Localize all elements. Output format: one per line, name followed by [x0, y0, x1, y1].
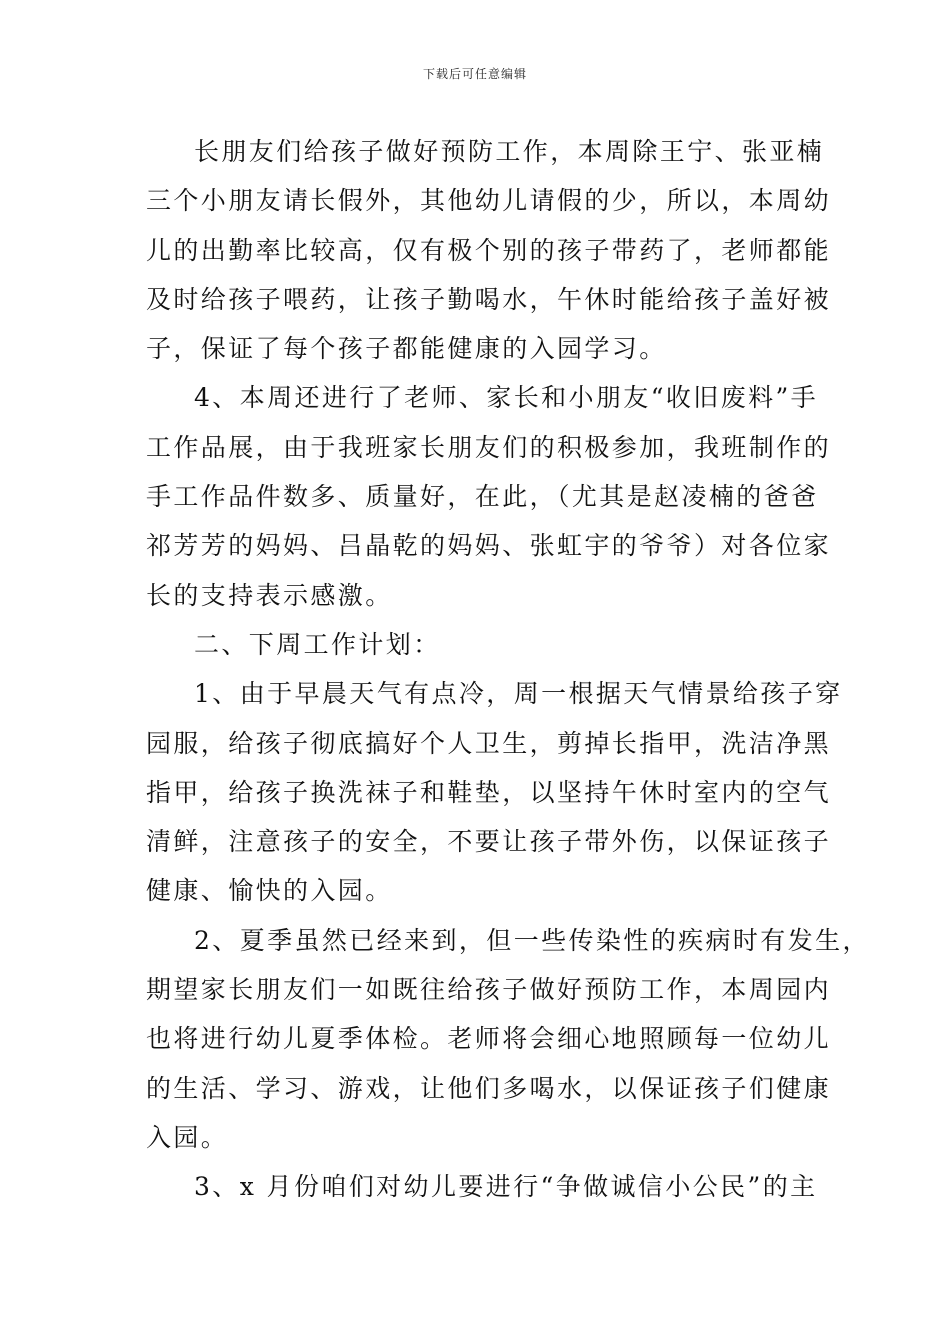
- text-line: 手工作品件数多、质量好，在此，（尤其是赵凌楠的爸爸: [146, 482, 819, 512]
- text-line: 三个小朋友请长假外，其他幼儿请假的少，所以，本周幼: [146, 186, 832, 216]
- text-line: 长朋友们给孩子做好预防工作，本周除王宁、张亚楠: [194, 137, 825, 166]
- text-line: 的生活、学习、游戏，让他们多喝水，以保证孩子们健康: [146, 1073, 832, 1103]
- paragraph-3: [146, 669, 843, 915]
- text-line: 儿的出勤率比较高，仅有极个别的孩子带药了，老师都能: [146, 235, 832, 265]
- text-line: 子，保证了每个孩子都能健康的入园学习。: [146, 334, 667, 364]
- text-line: 清鲜，注意孩子的安全，不要让孩子带外伤，以保证孩子: [146, 827, 832, 857]
- text-line: 3、x 月份咱们对幼儿要进行“争做诚信小公民”的主: [194, 1172, 818, 1202]
- paragraph-1: [146, 127, 832, 373]
- text-line: 指甲，给孩子换洗袜子和鞋垫，以坚持午休时室内的空气: [146, 777, 832, 807]
- text-line: 也将进行幼儿夏季体检。老师将会细心地照顾每一位幼儿: [146, 1024, 832, 1054]
- text-line: 祁芳芳的妈妈、吕晶乾的妈妈、张虹宇的爷爷）对各位家: [146, 531, 832, 561]
- text-line: 园服，给孩子彻底搞好个人卫生，剪掉长指甲，洗洁净黑: [146, 728, 832, 758]
- text-line: 4、本周还进行了老师、家长和小朋友“收旧废料”手: [194, 383, 819, 413]
- text-line: 二、下周工作计划：: [194, 629, 441, 659]
- paragraph-4: [146, 916, 870, 1162]
- document-body: [146, 127, 870, 1212]
- text-line: 健康、愉快的入园。: [146, 876, 393, 906]
- paragraph-2: [146, 373, 832, 619]
- text-line: 入园。: [146, 1122, 229, 1152]
- section-heading: [146, 620, 826, 669]
- text-line: 及时给孩子喂药，让孩子勤喝水，午休时能给孩子盖好被: [146, 284, 832, 314]
- text-line: 长的支持表示感激。: [146, 580, 393, 610]
- text-line: 2、夏季虽然已经来到，但一些传染性的疾病时有发生，: [194, 925, 870, 955]
- text-line: 期望家长朋友们一如既往给孩子做好预防工作，本周园内: [146, 975, 832, 1005]
- text-line: 1、由于早晨天气有点冷，周一根据天气情景给孩子穿: [194, 679, 843, 709]
- paragraph-5: [146, 1162, 826, 1211]
- page-header: 下载后可任意编辑: [422, 67, 527, 81]
- text-line: 工作品展，由于我班家长朋友们的积极参加，我班制作的: [146, 432, 832, 462]
